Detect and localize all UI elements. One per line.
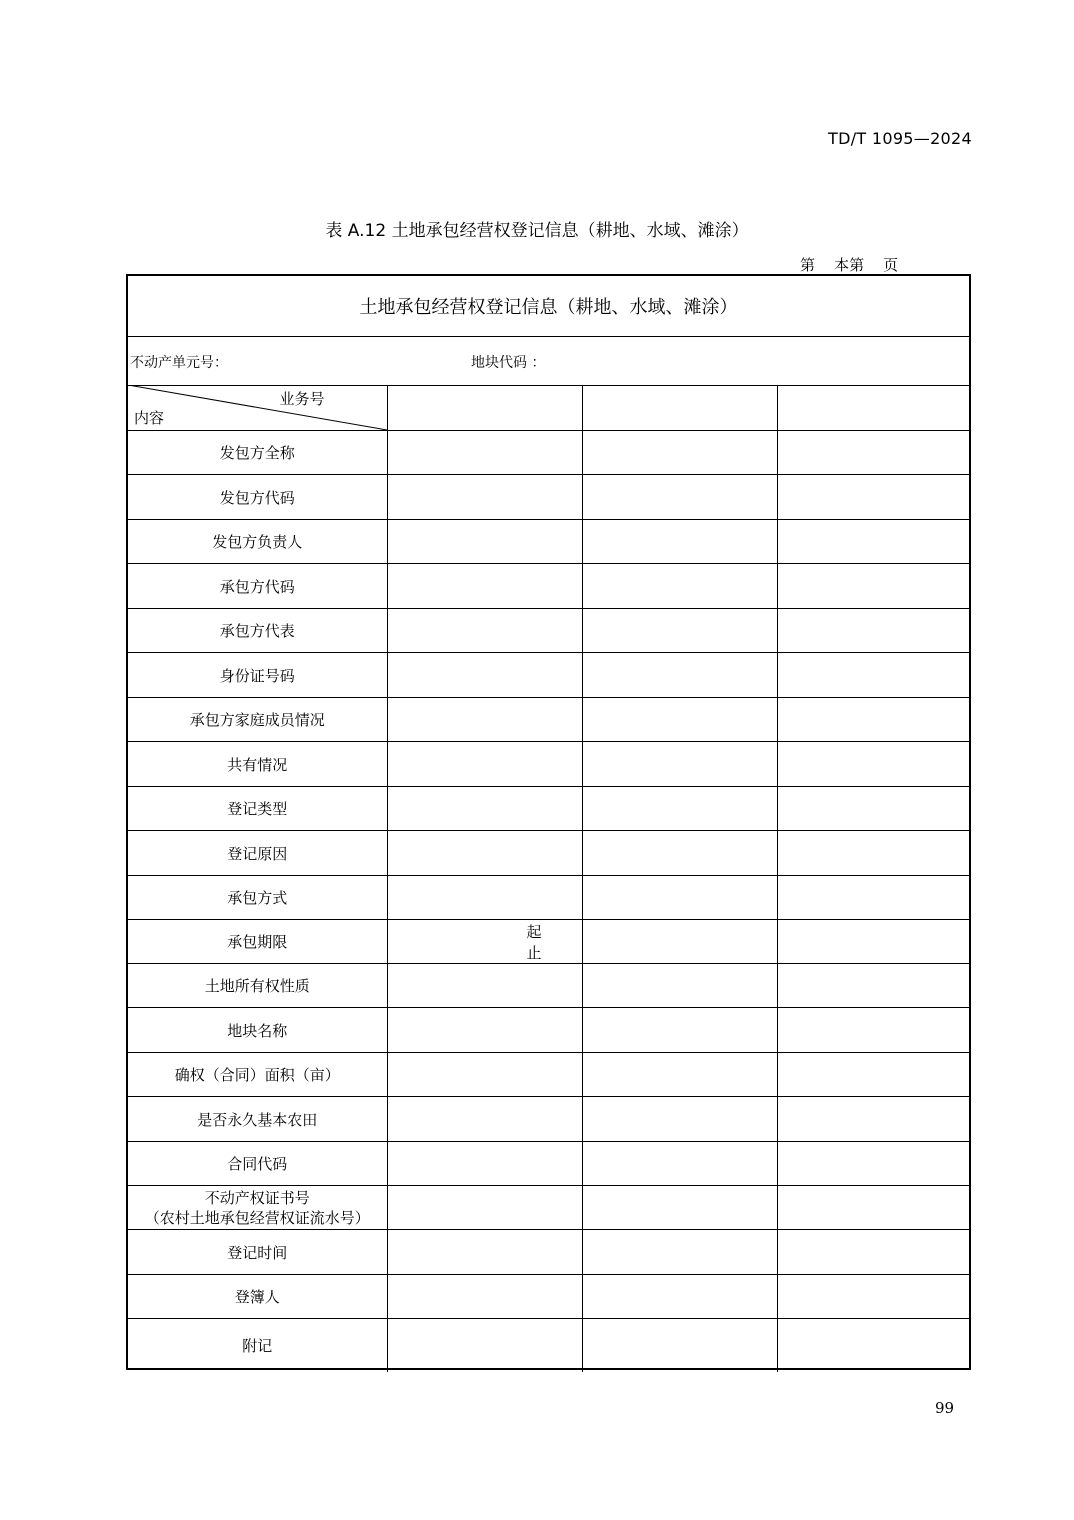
table-row <box>128 1008 969 1053</box>
value-cell[interactable] <box>582 1008 777 1053</box>
value-cell[interactable] <box>777 1319 969 1372</box>
table-row <box>128 1319 969 1372</box>
value-cell[interactable] <box>777 1053 969 1097</box>
value-cell[interactable] <box>387 831 582 876</box>
term-end-label: 止 <box>526 944 542 962</box>
value-cell[interactable] <box>582 609 777 653</box>
row-label: 承包期限 <box>128 920 387 964</box>
row-label: 发包方代码 <box>128 475 387 520</box>
table-row <box>128 564 969 609</box>
table-row <box>128 431 969 475</box>
row-label: 地块名称 <box>128 1008 387 1053</box>
page-marker: 第 本第 页 <box>800 256 899 274</box>
value-cell[interactable] <box>582 1275 777 1319</box>
table-row <box>128 1142 969 1186</box>
value-cell[interactable] <box>777 1142 969 1186</box>
form-heading: 土地承包经营权登记信息（耕地、水域、滩涂） <box>128 276 969 337</box>
value-cell[interactable] <box>582 520 777 564</box>
value-cell[interactable] <box>777 653 969 698</box>
parcel-code-label: 地块代码 ： <box>471 355 546 371</box>
value-cell[interactable] <box>582 876 777 920</box>
content-label: 内容 <box>134 409 165 427</box>
table-title: 表 A.12 土地承包经营权登记信息（耕地、水域、滩涂） <box>325 221 749 241</box>
value-cell[interactable] <box>777 742 969 787</box>
value-cell[interactable] <box>777 609 969 653</box>
value-cell[interactable] <box>777 1230 969 1275</box>
row-label: 登记类型 <box>128 787 387 831</box>
row-label <box>128 1186 387 1230</box>
table-row <box>128 1186 969 1230</box>
row-label: 发包方全称 <box>128 431 387 475</box>
table-row <box>128 1230 969 1275</box>
value-cell[interactable] <box>777 564 969 609</box>
row-label: 登簿人 <box>128 1275 387 1319</box>
value-cell[interactable] <box>387 1053 582 1097</box>
row-label: 附记 <box>128 1319 387 1372</box>
row-label: 合同代码 <box>128 1142 387 1186</box>
value-cell[interactable] <box>387 1008 582 1053</box>
value-cell[interactable] <box>387 964 582 1008</box>
business-number-label: 业务号 <box>279 390 325 408</box>
row-label: 确权（合同）面积（亩） <box>128 1053 387 1097</box>
value-cell[interactable] <box>582 964 777 1008</box>
row-label: 身份证号码 <box>128 653 387 698</box>
value-cell[interactable] <box>387 564 582 609</box>
value-cell[interactable] <box>582 1319 777 1372</box>
table-row <box>128 920 969 964</box>
value-cell[interactable] <box>387 653 582 698</box>
value-cell[interactable] <box>387 431 582 475</box>
table-row <box>128 653 969 698</box>
row-label: 承包方式 <box>128 876 387 920</box>
value-cell[interactable] <box>777 431 969 475</box>
row-label: 共有情况 <box>128 742 387 787</box>
value-cell[interactable] <box>777 1275 969 1319</box>
row-label: 发包方负责人 <box>128 520 387 564</box>
table-row <box>128 1097 969 1142</box>
value-cell[interactable] <box>777 520 969 564</box>
row-label-line1: 不动产权证书号 <box>204 1188 310 1207</box>
table-row <box>128 831 969 876</box>
value-cell[interactable] <box>387 1275 582 1319</box>
value-cell[interactable] <box>582 1230 777 1275</box>
table-row <box>128 876 969 920</box>
business-number-cell-2[interactable] <box>582 385 777 431</box>
value-cell[interactable] <box>582 698 777 742</box>
value-cell[interactable] <box>582 742 777 787</box>
value-cell[interactable] <box>582 787 777 831</box>
value-cell[interactable] <box>582 475 777 520</box>
value-cell[interactable] <box>777 876 969 920</box>
value-cell[interactable] <box>582 831 777 876</box>
value-cell[interactable] <box>777 475 969 520</box>
info-table <box>128 385 969 1372</box>
value-cell[interactable] <box>387 475 582 520</box>
value-cell[interactable] <box>777 1186 969 1230</box>
value-cell[interactable] <box>582 653 777 698</box>
row-label: 承包方代表 <box>128 609 387 653</box>
table-row <box>128 1053 969 1097</box>
value-cell[interactable] <box>387 1142 582 1186</box>
diagonal-line <box>128 385 387 430</box>
value-cell[interactable] <box>387 698 582 742</box>
table-row <box>128 1275 969 1319</box>
row-label: 登记时间 <box>128 1230 387 1275</box>
row-label: 登记原因 <box>128 831 387 876</box>
row-label: 土地所有权性质 <box>128 964 387 1008</box>
term-start-label: 起 <box>526 923 542 941</box>
table-row <box>128 475 969 520</box>
row-label: 承包方代码 <box>128 564 387 609</box>
table-row <box>128 609 969 653</box>
business-number-cell-1[interactable] <box>387 385 582 431</box>
diagonal-header-cell <box>128 385 387 431</box>
value-cell[interactable] <box>777 1008 969 1053</box>
unit-number-label: 不动产单元号： <box>130 355 228 371</box>
value-cell[interactable] <box>387 876 582 920</box>
value-cell[interactable] <box>387 609 582 653</box>
unit-info-row <box>128 336 969 386</box>
table-header-row <box>128 385 969 431</box>
value-cell[interactable] <box>777 787 969 831</box>
value-cell[interactable] <box>777 920 969 964</box>
value-cell[interactable] <box>387 787 582 831</box>
table-row <box>128 520 969 564</box>
value-cell[interactable] <box>777 831 969 876</box>
registration-form <box>126 274 971 1370</box>
value-cell[interactable] <box>387 1186 582 1230</box>
value-cell[interactable] <box>582 1186 777 1230</box>
value-cell[interactable] <box>777 1097 969 1142</box>
row-label: 是否永久基本农田 <box>128 1097 387 1142</box>
value-cell[interactable] <box>387 1230 582 1275</box>
table-row <box>128 698 969 742</box>
value-cell[interactable] <box>387 520 582 564</box>
page-number: 99 <box>935 1399 955 1417</box>
table-row <box>128 787 969 831</box>
value-cell[interactable] <box>387 1319 582 1372</box>
value-cell[interactable] <box>387 1097 582 1142</box>
value-cell[interactable] <box>582 431 777 475</box>
standard-code: TD/T 1095—2024 <box>828 129 972 148</box>
value-cell[interactable] <box>777 698 969 742</box>
value-cell[interactable] <box>582 920 777 964</box>
table-row <box>128 964 969 1008</box>
value-cell[interactable] <box>582 564 777 609</box>
value-cell[interactable] <box>582 1142 777 1186</box>
value-cell[interactable] <box>387 920 582 964</box>
row-label: 承包方家庭成员情况 <box>128 698 387 742</box>
business-number-cell-3[interactable] <box>777 385 969 431</box>
row-label-line2: （农村土地承包经营权证流水号） <box>144 1208 370 1227</box>
value-cell[interactable] <box>387 742 582 787</box>
value-cell[interactable] <box>582 1097 777 1142</box>
table-row <box>128 742 969 787</box>
value-cell[interactable] <box>582 1053 777 1097</box>
value-cell[interactable] <box>777 964 969 1008</box>
